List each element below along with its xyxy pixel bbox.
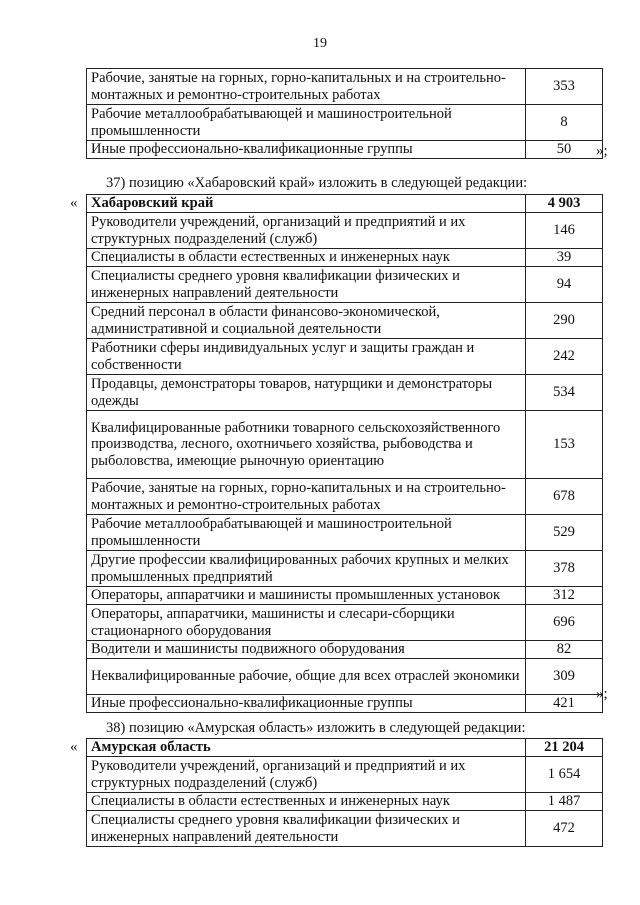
row-name: Специалисты среднего уровня квалификации физических и инженерных направлений деятельности [87, 267, 526, 303]
row-name: Продавцы, демонстраторы товаров, натурщики и демонстраторы одежды [87, 375, 526, 411]
section-38-intro: 38) позицию «Амурская область» изложить в следующей редакции: [106, 720, 526, 736]
table-row [87, 605, 603, 641]
table-row [87, 587, 603, 605]
table-row [87, 515, 603, 551]
closing-quote: »; [596, 686, 608, 702]
row-name: Иные профессионально-квалификационные группы [87, 141, 526, 159]
table-row [87, 213, 603, 249]
row-value: 94 [526, 267, 603, 303]
row-value: 153 [526, 411, 603, 479]
row-value: 1 654 [526, 757, 603, 793]
row-name: Рабочие, занятые на горных, горно-капитальных и на строительно-монтажных и ремонтно-строительных работах [87, 69, 526, 105]
table-khabarovsk [86, 194, 592, 713]
table-row [87, 695, 603, 713]
table-row [87, 267, 603, 303]
row-value: 472 [526, 811, 603, 847]
row-value: 678 [526, 479, 603, 515]
row-value: 8 [526, 105, 603, 141]
row-name: Операторы, аппаратчики, машинисты и слесари-сборщики стационарного оборудования [87, 605, 526, 641]
row-value: 312 [526, 587, 603, 605]
region-total: 21 204 [526, 739, 603, 757]
row-value: 378 [526, 551, 603, 587]
region-name: Хабаровский край [87, 195, 526, 213]
row-value: 534 [526, 375, 603, 411]
row-name: Средний персонал в области финансово-экономической, административной и социальной деятельности [87, 303, 526, 339]
table-row [87, 105, 603, 141]
closing-quote: »; [596, 143, 608, 159]
row-value: 529 [526, 515, 603, 551]
table-row [87, 659, 603, 695]
row-name: Руководители учреждений, организаций и предприятий и их структурных подразделений (служб) [87, 213, 526, 249]
opening-quote: « [70, 739, 78, 755]
region-total: 4 903 [526, 195, 603, 213]
table-amur [86, 738, 592, 847]
row-name: Работники сферы индивидуальных услуг и защиты граждан и собственности [87, 339, 526, 375]
table-row [87, 141, 603, 159]
row-value: 242 [526, 339, 603, 375]
row-value: 1 487 [526, 793, 603, 811]
table-row [87, 757, 603, 793]
table-row [87, 479, 603, 515]
page-number: 19 [313, 36, 327, 51]
region-name: Амурская область [87, 739, 526, 757]
row-name: Водители и машинисты подвижного оборудования [87, 641, 526, 659]
row-name: Специалисты в области естественных и инженерных наук [87, 793, 526, 811]
row-value: 421 [526, 695, 603, 713]
row-value: 290 [526, 303, 603, 339]
table-row [87, 339, 603, 375]
row-name: Неквалифицированные рабочие, общие для всех отраслей экономики [87, 659, 526, 695]
row-value: 82 [526, 641, 603, 659]
row-name: Квалифицированные работники товарного сельскохозяйственного производства, лесного, охотничьего хозяйства, рыбоводства и рыболовства, имеющие рыночную ориентацию [87, 411, 526, 479]
row-name: Операторы, аппаратчики и машинисты промышленных установок [87, 587, 526, 605]
row-value: 353 [526, 69, 603, 105]
row-name: Иные профессионально-квалификационные группы [87, 695, 526, 713]
table-row [87, 641, 603, 659]
row-name: Руководители учреждений, организаций и предприятий и их структурных подразделений (служб) [87, 757, 526, 793]
section-37-intro: 37) позицию «Хабаровский край» изложить в следующей редакции: [106, 175, 528, 191]
row-value: 146 [526, 213, 603, 249]
row-value: 309 [526, 659, 603, 695]
row-name: Специалисты среднего уровня квалификации физических и инженерных направлений деятельности [87, 811, 526, 847]
table-row [87, 551, 603, 587]
row-value: 696 [526, 605, 603, 641]
table-header-row [87, 195, 603, 213]
table-row [87, 375, 603, 411]
table-row [87, 411, 603, 479]
row-name: Другие профессии квалифицированных рабочих крупных и мелких промышленных предприятий [87, 551, 526, 587]
row-name: Рабочие металлообрабатывающей и машиностроительной промышленности [87, 105, 526, 141]
table-header-row [87, 739, 603, 757]
row-name: Рабочие, занятые на горных, горно-капитальных и на строительно-монтажных и ремонтно-строительных работах [87, 479, 526, 515]
table-row [87, 249, 603, 267]
table-row [87, 69, 603, 105]
table-row [87, 303, 603, 339]
table-row [87, 811, 603, 847]
row-name: Рабочие металлообрабатывающей и машиностроительной промышленности [87, 515, 526, 551]
opening-quote: « [70, 195, 78, 211]
row-value: 50 [526, 141, 603, 159]
row-name: Специалисты в области естественных и инженерных наук [87, 249, 526, 267]
row-value: 39 [526, 249, 603, 267]
table-row [87, 793, 603, 811]
table-continuation [86, 68, 592, 159]
